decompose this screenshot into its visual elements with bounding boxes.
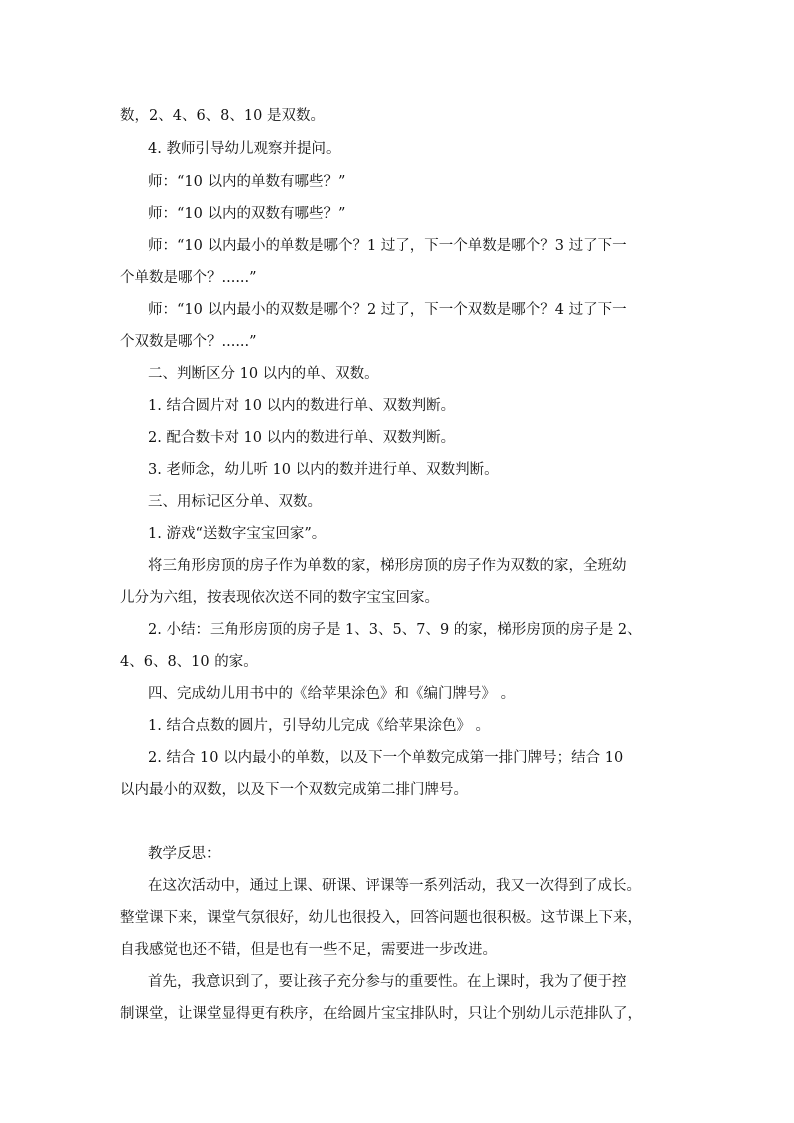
text-line: 1. 游戏“送数字宝宝回家”。 [148, 526, 327, 542]
text-line: 自我感觉也还不错，但是也有一些不足，需要进一步改进。 [120, 942, 497, 958]
text-line: 3. 老师念，幼儿听 10 以内的数并进行单、双数判断。 [148, 462, 499, 478]
section-heading: 三、用标记区分单、双数。 [148, 494, 322, 510]
text-line: 将三角形房顶的房子作为单数的家，梯形房顶的房子作为双数的家，全班幼 [148, 558, 627, 574]
text-line: 以内最小的双数，以及下一个双数完成第二排门牌号。 [120, 782, 468, 798]
text-line: 师：“10 以内最小的双数是哪个？2 过了，下一个双数是哪个？4 过了下一 [148, 302, 627, 318]
text-line: 师：“10 以内最小的单数是哪个？1 过了，下一个单数是哪个？3 过了下一 [148, 238, 627, 254]
text-line: 制课堂，让课堂显得更有秩序，在给圆片宝宝排队时，只让个别幼儿示范排队了， [120, 1006, 642, 1022]
text-line: 1. 结合点数的圆片，引导幼儿完成《给苹果涂色》 。 [148, 718, 491, 734]
text-line: 整堂课下来，课堂气氛很好，幼儿也很投入，回答问题也很积极。这节课上下来， [120, 910, 642, 926]
text-line: 个单数是哪个？......” [120, 270, 257, 286]
text-line: 数，2、4、6、8、10 是双数。 [120, 108, 325, 124]
text-line: 在这次活动中，通过上课、研课、评课等一系列活动，我又一次得到了成长。 [148, 878, 641, 894]
section-heading: 四、完成幼儿用书中的《给苹果涂色》和《编门牌号》 。 [148, 686, 516, 702]
text-line: 2. 小结：三角形房顶的房子是 1、3、5、7、9 的家，梯形房顶的房子是 2、 [148, 622, 642, 638]
text-line: 首先，我意识到了，要让孩子充分参与的重要性。在上课时，我为了便于控 [148, 974, 627, 990]
text-line: 2. 配合数卡对 10 以内的数进行单、双数判断。 [148, 430, 456, 446]
reflection-heading: 教学反思： [148, 846, 221, 862]
text-line: 1. 结合圆片对 10 以内的数进行单、双数判断。 [148, 398, 456, 414]
text-line: 4、6、8、10 的家。 [120, 654, 258, 670]
text-line: 2. 结合 10 以内最小的单数，以及下一个单数完成第一排门牌号；结合 10 [148, 750, 624, 766]
text-line: 儿分为六组，按表现依次送不同的数字宝宝回家。 [120, 590, 439, 606]
section-heading: 二、判断区分 10 以内的单、双数。 [148, 366, 379, 382]
text-line: 师：“10 以内的单数有哪些？” [148, 174, 346, 190]
text-line: 师：“10 以内的双数有哪些？” [148, 206, 346, 222]
text-line: 个双数是哪个？......” [120, 334, 257, 350]
text-line: 4. 教师引导幼儿观察并提问。 [148, 141, 341, 157]
